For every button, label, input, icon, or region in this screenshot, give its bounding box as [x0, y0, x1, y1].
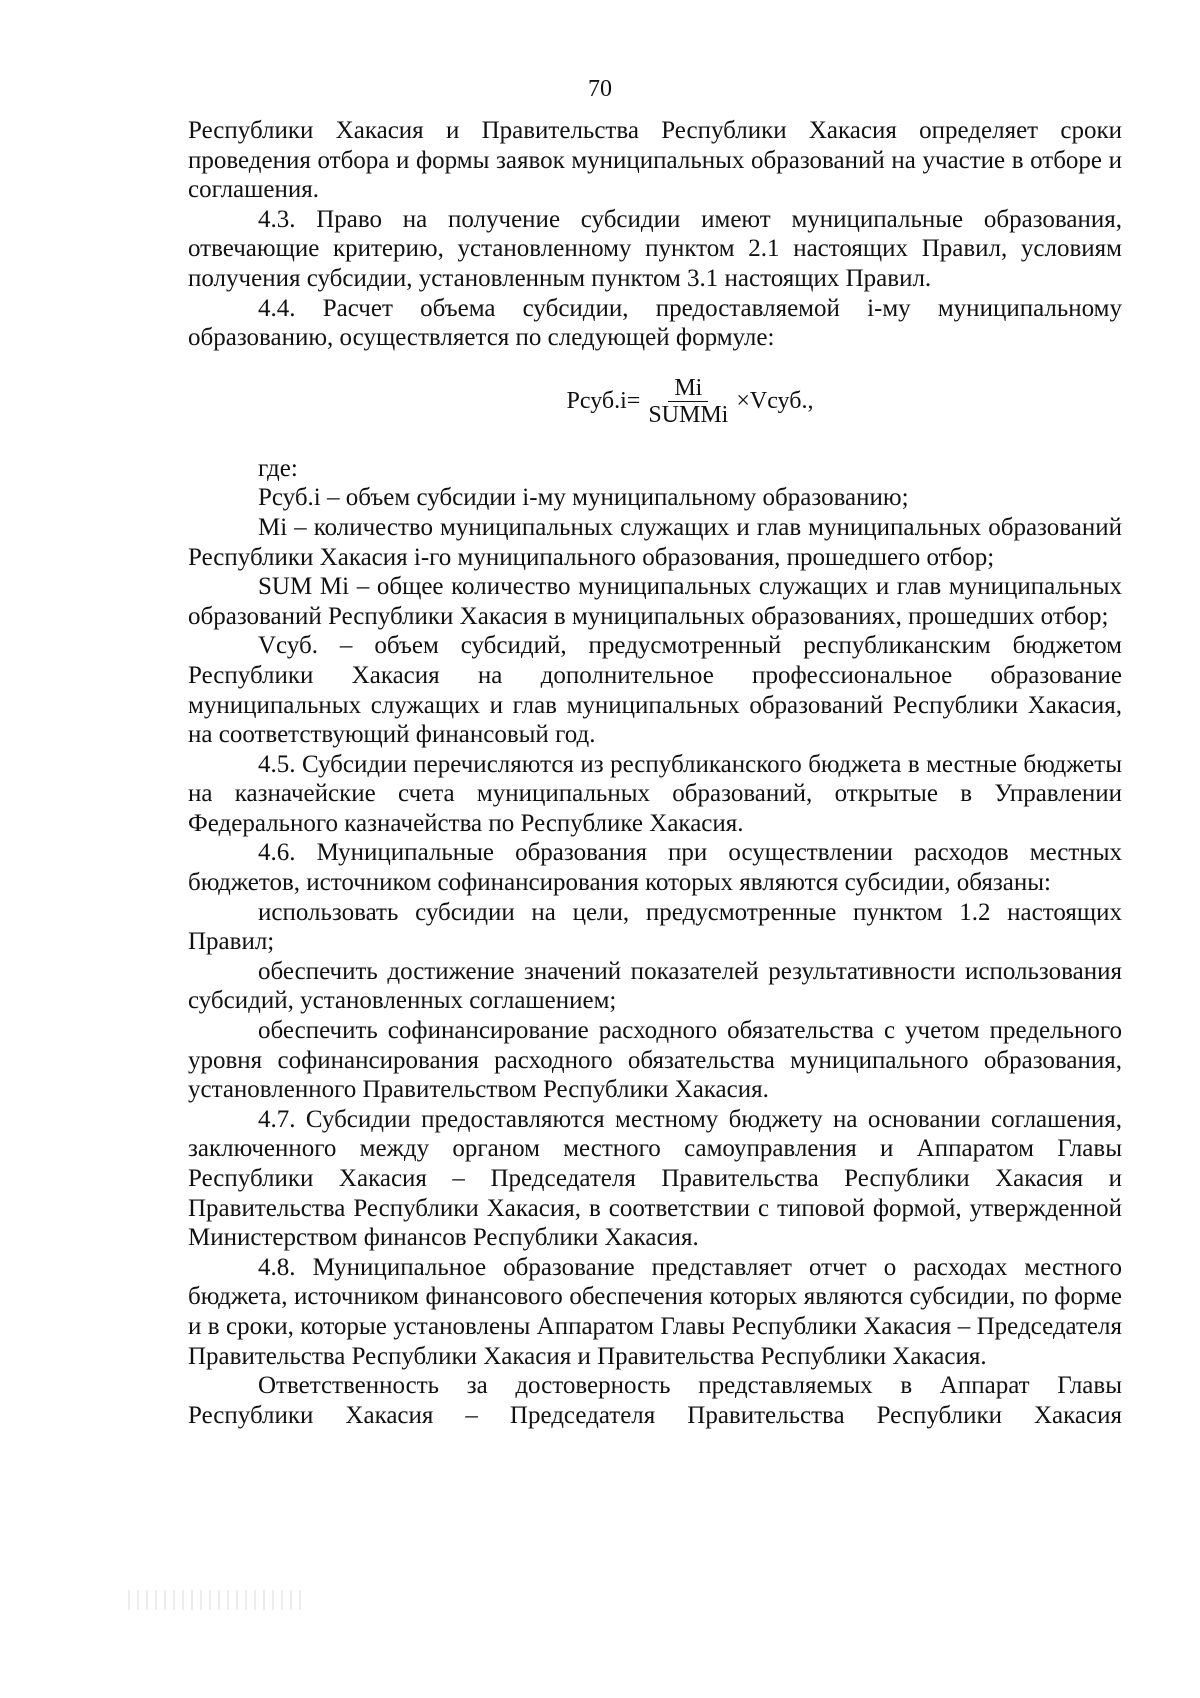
paragraph-4-3: 4.3. Право на получение субсидии имеют муниципальные образования, отвечающие критерию, установленному пунктом 2.1 настоящих Правил, условиям получения субсидии, установленным пунктом 3.1 настоящих Правил.	[188, 205, 1122, 292]
obligation-item: использовать субсидии на цели, предусмотренные пунктом 1.2 настоящих Правил;	[188, 898, 1122, 956]
subsidy-formula	[188, 375, 1122, 428]
obligation-item: обеспечить софинансирование расходного обязательства с учетом предельного уровня софинансирования расходного обязательства муниципального образования, установленного Правительством Республики Хакасия.	[188, 1017, 1122, 1104]
paragraph-4-7: 4.7. Субсидии предоставляются местному бюджету на основании соглашения, заключенного между органом местного самоуправления и Аппаратом Главы Республики Хакасия – Председателя Правительства Республики Хакасия и Правительства Республики Хакасия, в соответствии с типовой формой, утвержденной Министерством финансов Республики Хакасия.	[188, 1105, 1122, 1252]
where-label: где:	[258, 454, 298, 482]
paragraph-responsibility: Ответственность за достоверность представляемых в Аппарат Главы Республики Хакасия – Председателя Правительства Республики Хакасия	[188, 1372, 1122, 1429]
definition-mi: Mi – количество муниципальных служащих и глав муниципальных образований Республики Хакасия i-го муниципального образования, прошедшего отбор;	[188, 513, 1122, 571]
formula-numerator: Mi	[668, 375, 708, 402]
formula-denominator: SUMMi	[648, 401, 729, 428]
formula-rhs: ×Vсуб.,	[736, 388, 814, 415]
definition-vsub: Vсуб. – объем субсидий, предусмотренный республиканским бюджетом Республики Хакасия на дополнительное профессиональное образование муниципальных служащих и глав муниципальных образований Республики Хакасия, на соответствующий финансовый год.	[188, 632, 1122, 749]
document-body	[188, 116, 1122, 1430]
paragraph-4-6: 4.6. Муниципальные образования при осуществлении расходов местных бюджетов, источником софинансирования которых являются субсидии, обязаны:	[188, 839, 1122, 897]
paragraph-4-8: 4.8. Муниципальное образование представляет отчет о расходах местного бюджета, источником финансового обеспечения которых являются субсидии, по форме и в сроки, которые установлены Аппаратом Главы Республики Хакасия – Председателя Правительства Республики Хакасия и Правительства Республики Хакасия.	[188, 1253, 1122, 1370]
paragraph-4-5: 4.5. Субсидии перечисляются из республиканского бюджета в местные бюджеты на казначейские счета муниципальных образований, открытые в Управлении Федерального казначейства по Республике Хакасия.	[188, 750, 1122, 837]
formula-fraction	[642, 375, 734, 428]
formula-lhs: Рсуб.i=	[566, 388, 641, 415]
paragraph-4-4: 4.4. Расчет объема субсидии, предоставляемой i-му муниципальному образованию, осуществляется по следующей формуле:	[188, 294, 1122, 352]
paragraph: Республики Хакасия и Правительства Республики Хакасия определяет сроки проведения отбора и формы заявок муниципальных образований на участие в отборе и соглашения.	[188, 117, 1122, 204]
definition-psub: Рсуб.i – объем субсидии i-му муниципальному образованию;	[258, 484, 909, 512]
obligation-item: обеспечить достижение значений показателей результативности использования субсидий, установленных соглашением;	[188, 957, 1122, 1015]
scan-artifact	[128, 1590, 308, 1610]
definition-summi: SUM Mi – общее количество муниципальных служащих и глав муниципальных образований Республики Хакасия в муниципальных образованиях, прошедших отбор;	[188, 573, 1122, 630]
page-number: 70	[588, 76, 612, 102]
